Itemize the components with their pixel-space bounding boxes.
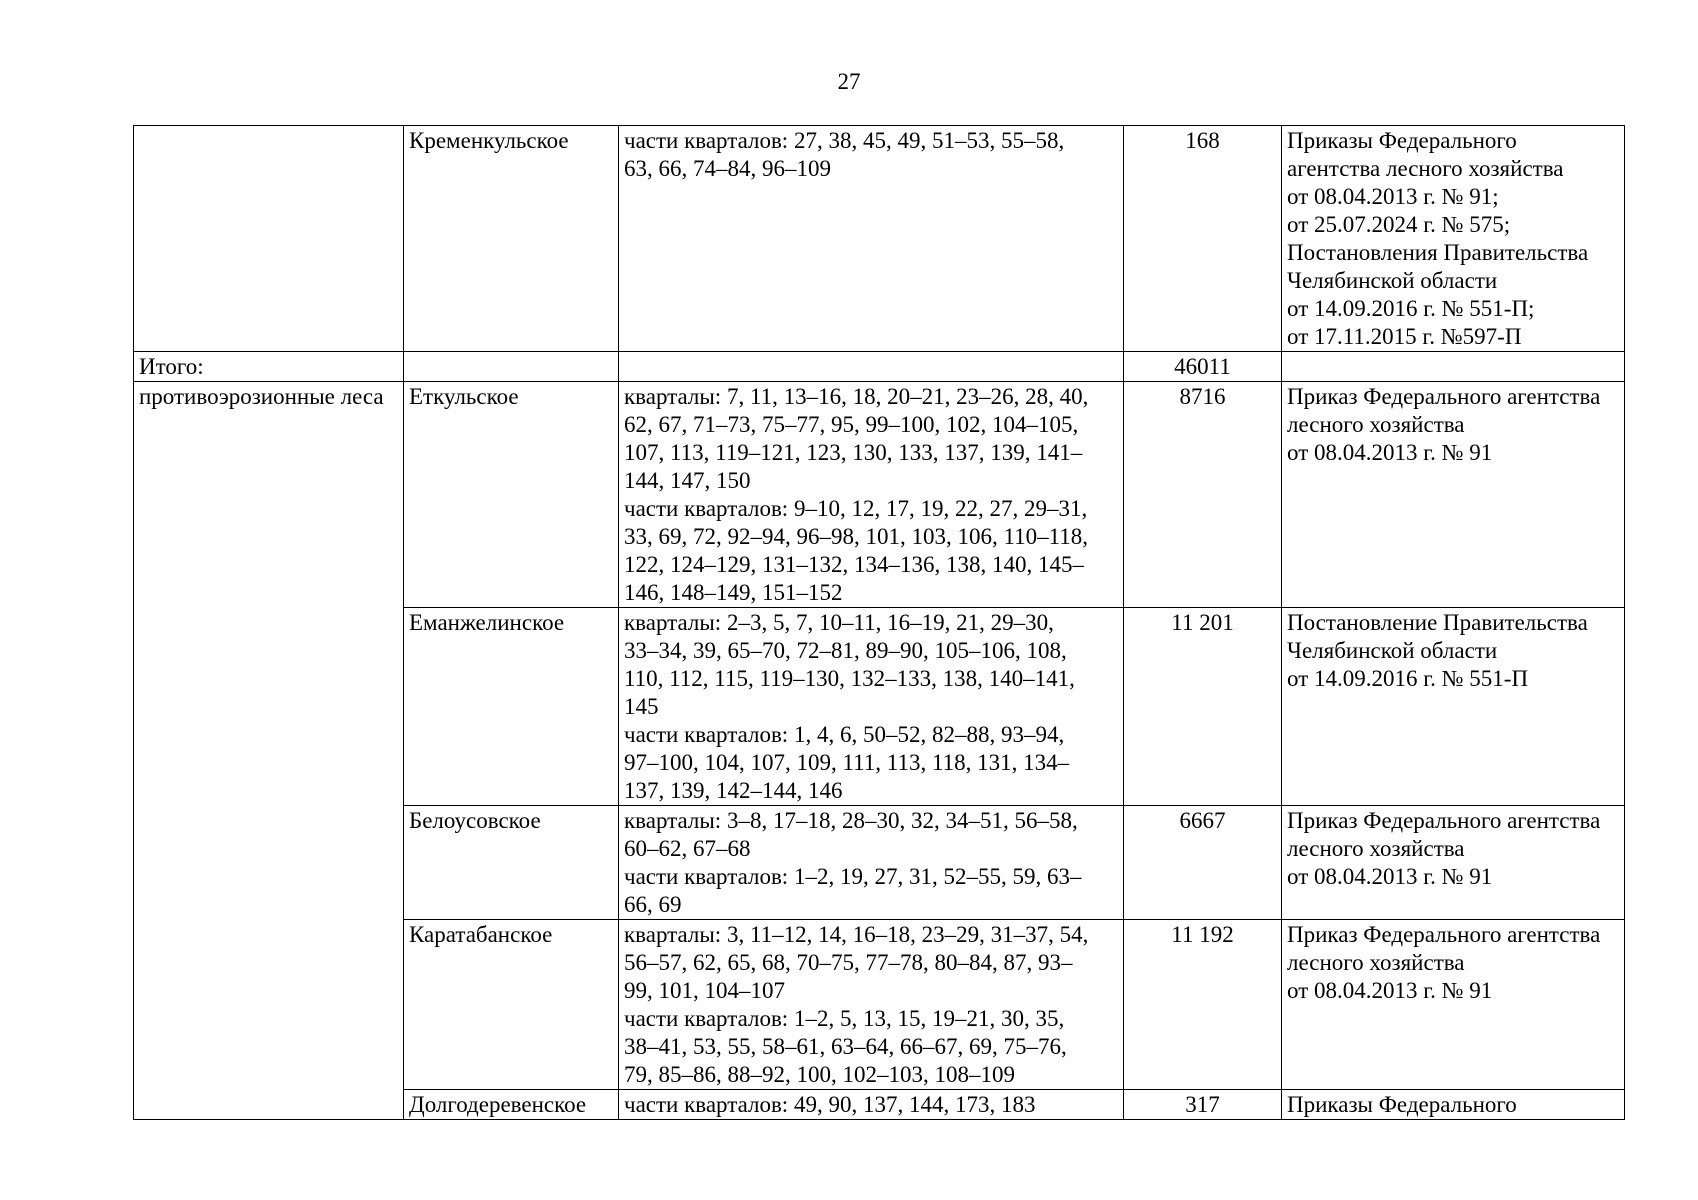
document-line: Приказ Федерального агентства [1287, 922, 1601, 947]
documents-cell [1282, 920, 1625, 1090]
document-line: от 14.09.2016 г. № 551-П; [1287, 296, 1535, 321]
quarters-line: 145 [624, 694, 659, 719]
document-line: от 14.09.2016 г. № 551-П [1287, 666, 1529, 691]
document-line: лесного хозяйства [1287, 950, 1465, 975]
area-cell: 8716 [1124, 382, 1282, 608]
quarters-line: части кварталов: 49, 90, 137, 144, 173, 183 [624, 1092, 1036, 1117]
district-cell: Каратабанское [404, 920, 619, 1090]
document-line: Постановление Правительства [1287, 610, 1588, 635]
table-row [134, 382, 1625, 608]
document-line: от 08.04.2013 г. № 91; [1287, 184, 1499, 209]
documents-cell [1282, 806, 1625, 920]
quarters-cell [619, 920, 1124, 1090]
documents-cell [1282, 608, 1625, 806]
forest-table [133, 125, 1625, 1120]
quarters-line: 33, 69, 72, 92–94, 96–98, 101, 103, 106, 110–118, [624, 524, 1089, 549]
quarters-line: кварталы: 2–3, 5, 7, 10–11, 16–19, 21, 29–30, [624, 610, 1054, 635]
document-line: агентства лесного хозяйства [1287, 156, 1564, 181]
quarters-line: 38–41, 53, 55, 58–61, 63–64, 66–67, 69, 75–76, [624, 1034, 1067, 1059]
document-line: Приказы Федерального [1287, 128, 1517, 153]
document-line: Приказ Федерального агентства [1287, 384, 1601, 409]
quarters-line: 122, 124–129, 131–132, 134–136, 138, 140, 145– [624, 552, 1084, 577]
quarters-line: 146, 148–149, 151–152 [624, 580, 843, 605]
quarters-line: кварталы: 3, 11–12, 14, 16–18, 23–29, 31–37, 54, [624, 922, 1089, 947]
area-cell: 168 [1124, 126, 1282, 352]
district-cell: Долгодеревенское [404, 1090, 619, 1120]
document-line: лесного хозяйства [1287, 836, 1465, 861]
quarters-line: 63, 66, 74–84, 96–109 [624, 156, 831, 181]
document-line: от 08.04.2013 г. № 91 [1287, 978, 1493, 1003]
document-line: Постановления Правительства [1287, 240, 1589, 265]
document-line: от 08.04.2013 г. № 91 [1287, 440, 1493, 465]
category-cell [134, 126, 404, 352]
quarters-cell [619, 382, 1124, 608]
quarters-line: 137, 139, 142–144, 146 [624, 778, 843, 803]
total-label: Итого: [134, 352, 404, 382]
district-cell: Еманжелинское [404, 608, 619, 806]
quarters-line: 62, 67, 71–73, 75–77, 95, 99–100, 102, 104–105, [624, 412, 1079, 437]
quarters-line: 33–34, 39, 65–70, 72–81, 89–90, 105–106, 108, [624, 638, 1067, 663]
total-row [134, 352, 1625, 382]
document-line: от 08.04.2013 г. № 91 [1287, 864, 1493, 889]
table-row [134, 126, 1625, 352]
quarters-line: части кварталов: 1–2, 5, 13, 15, 19–21, 30, 35, [624, 1006, 1065, 1031]
quarters-line: части кварталов: 9–10, 12, 17, 19, 22, 27, 29–31, [624, 496, 1088, 521]
category-cell: противоэрозионные леса [134, 382, 404, 1120]
document-line: Челябинской области [1287, 638, 1498, 663]
quarters-line: 56–57, 62, 65, 68, 70–75, 77–78, 80–84, 87, 93– [624, 950, 1073, 975]
documents-cell [1282, 126, 1625, 352]
quarters-line: части кварталов: 1, 4, 6, 50–52, 82–88, 93–94, [624, 722, 1065, 747]
district-cell [404, 352, 619, 382]
quarters-line: 107, 113, 119–121, 123, 130, 133, 137, 139, 141– [624, 440, 1083, 465]
documents-cell [1282, 352, 1625, 382]
quarters-line: 66, 69 [624, 892, 682, 917]
district-cell: Еткульское [404, 382, 619, 608]
quarters-line: кварталы: 3–8, 17–18, 28–30, 32, 34–51, 56–58, [624, 808, 1078, 833]
district-cell: Кременкульское [404, 126, 619, 352]
area-cell: 11 192 [1124, 920, 1282, 1090]
quarters-cell [619, 126, 1124, 352]
page-number: 27 [837, 69, 861, 94]
documents-cell [1282, 382, 1625, 608]
quarters-line: 79, 85–86, 88–92, 100, 102–103, 108–109 [624, 1062, 1015, 1087]
quarters-cell [619, 1090, 1124, 1120]
document-line: от 17.11.2015 г. №597-П [1287, 324, 1522, 349]
document-line: Челябинской области [1287, 268, 1498, 293]
document-line: от 25.07.2024 г. № 575; [1287, 212, 1511, 237]
quarters-cell [619, 608, 1124, 806]
quarters-line: 144, 147, 150 [624, 468, 751, 493]
document-line: лесного хозяйства [1287, 412, 1465, 437]
documents-cell [1282, 1090, 1625, 1120]
area-cell: 6667 [1124, 806, 1282, 920]
document-line: Приказы Федерального [1287, 1092, 1517, 1117]
total-area: 46011 [1124, 352, 1282, 382]
quarters-line: 110, 112, 115, 119–130, 132–133, 138, 140–141, [624, 666, 1075, 691]
district-cell: Белоусовское [404, 806, 619, 920]
quarters-line: части кварталов: 1–2, 19, 27, 31, 52–55, 59, 63– [624, 864, 1082, 889]
area-cell: 11 201 [1124, 608, 1282, 806]
area-cell: 317 [1124, 1090, 1282, 1120]
quarters-line: 97–100, 104, 107, 109, 111, 113, 118, 131, 134– [624, 750, 1070, 775]
quarters-line: части кварталов: 27, 38, 45, 49, 51–53, 55–58, [624, 128, 1065, 153]
quarters-cell [619, 352, 1124, 382]
quarters-cell [619, 806, 1124, 920]
quarters-line: 60–62, 67–68 [624, 836, 751, 861]
document-line: Приказ Федерального агентства [1287, 808, 1601, 833]
quarters-line: 99, 101, 104–107 [624, 978, 785, 1003]
quarters-line: кварталы: 7, 11, 13–16, 18, 20–21, 23–26, 28, 40, [624, 384, 1089, 409]
